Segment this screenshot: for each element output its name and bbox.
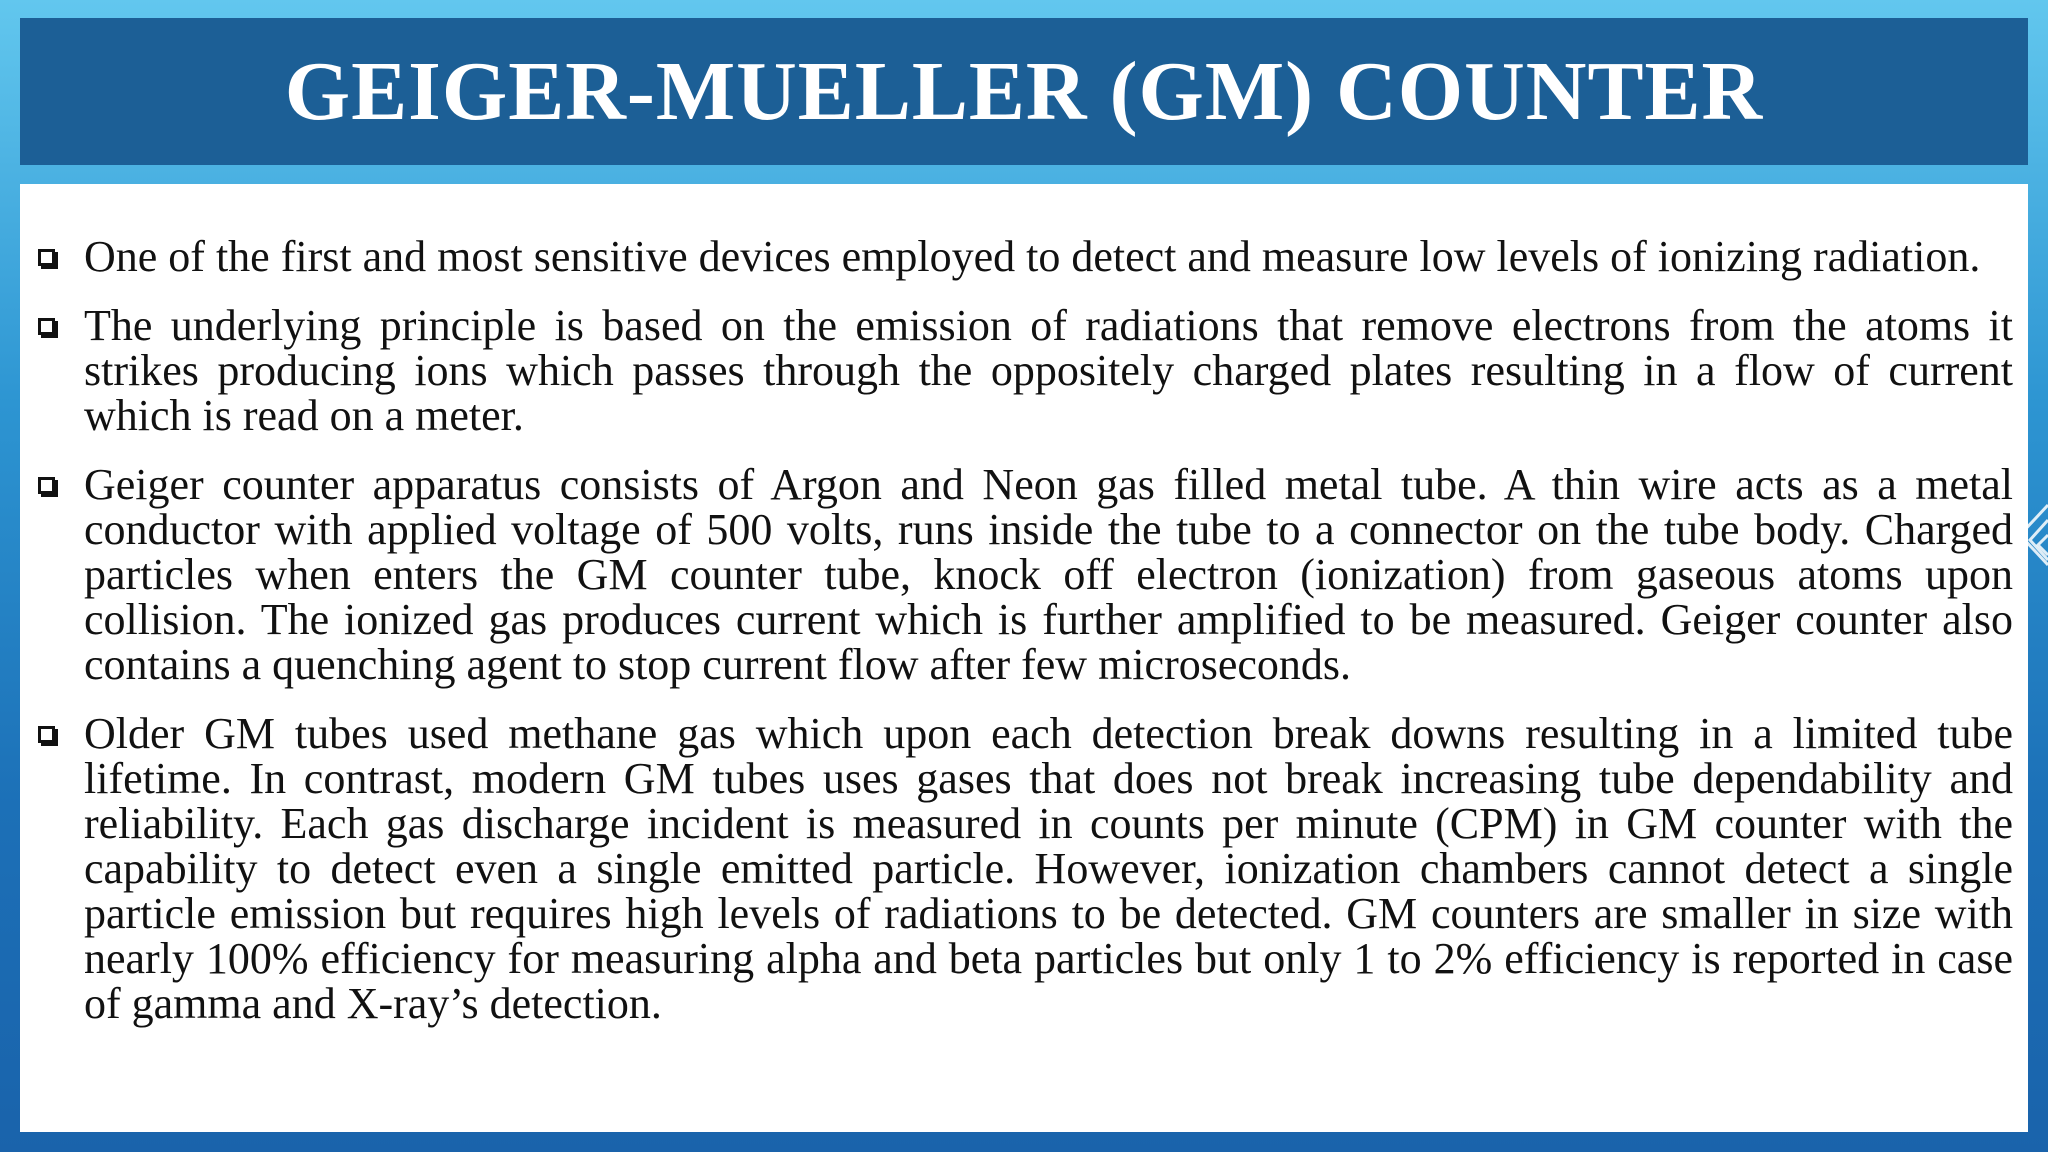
title-bar bbox=[20, 18, 2028, 165]
bullet-item-2 bbox=[20, 303, 2028, 438]
bullet-text-3: Geiger counter apparatus consists of Argon and Neon gas filled metal tube. A thin wire acts as a metal conductor with applied voltage of 500 volts, runs inside the tube to a connector on the tube body. Charged particles when enters the GM counter tube, knock off electron (ionization) from gaseous atoms upon collision. The ionized gas produces current which is further amplified to be measured. Geiger counter also contains a quenching agent to stop current flow after few microseconds. bbox=[84, 460, 2013, 689]
square-checkbox-icon bbox=[38, 477, 55, 494]
content-panel bbox=[20, 184, 2028, 1132]
square-checkbox-icon bbox=[38, 726, 55, 743]
bullet-text-2: The underlying principle is based on the emission of radiations that remove electrons from the atoms it strikes producing ions which passes through the oppositely charged plates resulting in a flow of current which is read on a meter. bbox=[84, 301, 2013, 440]
bullet-text-1: One of the first and most sensitive devices employed to detect and measure low levels of ionizing radiation. bbox=[84, 232, 1981, 281]
bullet-text-4: Older GM tubes used methane gas which upon each detection break downs resulting in a limited tube lifetime. In contrast, modern GM tubes uses gases that does not break increasing tube dependability and reliability. Each gas discharge incident is measured in counts per minute (CPM) in GM counter with the capability to detect even a single emitted particle. However, ionization chambers cannot detect a single particle emission but requires high levels of radiations to be detected. GM counters are smaller in size with nearly 100% efficiency for measuring alpha and beta particles but only 1 to 2% efficiency is reported in case of gamma and X-ray’s detection. bbox=[84, 709, 2013, 1028]
square-checkbox-icon bbox=[38, 318, 55, 335]
square-checkbox-icon bbox=[38, 249, 55, 266]
bullet-item-3 bbox=[20, 462, 2028, 687]
slide-title: GEIGER-MUELLER (GM) COUNTER bbox=[284, 44, 1764, 138]
bullet-item-4 bbox=[20, 711, 2028, 1026]
bullet-list bbox=[20, 234, 2028, 1050]
bullet-item-1 bbox=[20, 234, 2028, 279]
